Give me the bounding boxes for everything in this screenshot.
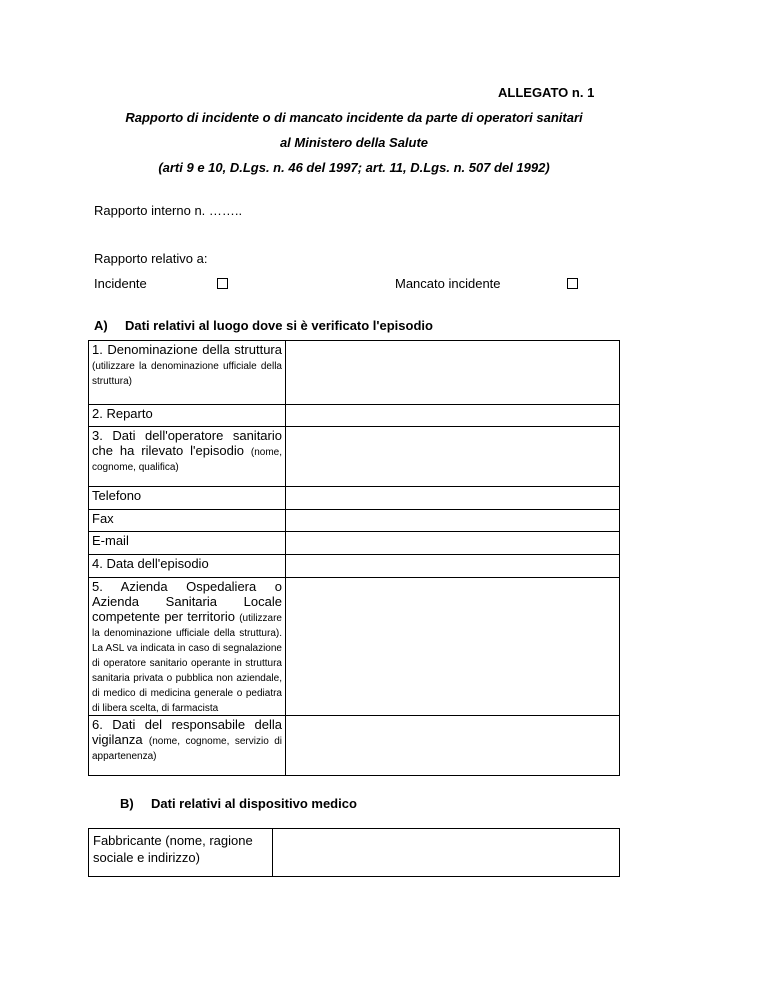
field-label-cell	[89, 829, 273, 877]
field-value-cell	[286, 405, 620, 427]
table-row	[89, 532, 620, 555]
field-label-text: 3. Dati dell'operatore sanitario che ha rilevato l'episodio	[92, 428, 282, 458]
field-value-cell	[286, 716, 620, 776]
document-title	[88, 110, 620, 185]
section-b-heading-text: Dati relativi al dispositivo medico	[151, 796, 357, 811]
field-label-text: Telefono	[92, 488, 142, 503]
field-label-note: (utilizzare la denominazione ufficiale della struttura)	[92, 361, 282, 387]
field-label-cell	[89, 555, 286, 578]
section-a-table	[88, 340, 620, 776]
field-label-note: (utilizzare la denominazione ufficiale della struttura). La ASL va indicata in caso di segnalazione di operatore sanitario operante in struttura sanitaria privata o pubblica non aziendale, di medico di medicina generale o pediatra di libera scelta, di farmacista	[92, 613, 282, 714]
field-value-cell	[286, 532, 620, 555]
incidente-checkbox[interactable]	[217, 278, 228, 289]
field-label-cell	[89, 578, 286, 716]
mancato-incidente-option-label: Mancato incidente	[395, 276, 501, 291]
field-value-cell	[286, 341, 620, 405]
field-label-text: Fax	[92, 511, 114, 526]
section-a-heading	[94, 318, 433, 333]
field-label-text: Fabbricante (nome, ragione sociale e indirizzo)	[93, 833, 253, 865]
field-label-text: 2. Reparto	[92, 406, 153, 421]
field-value-cell	[286, 578, 620, 716]
table-row	[89, 487, 620, 510]
table-row	[89, 405, 620, 427]
table-row	[89, 427, 620, 487]
field-label-cell	[89, 532, 286, 555]
field-label-cell	[89, 427, 286, 487]
table-row	[89, 578, 620, 716]
field-label-cell	[89, 716, 286, 776]
field-label-cell	[89, 510, 286, 532]
field-value-cell	[273, 829, 620, 877]
section-b-table	[88, 828, 620, 877]
field-label-note: (nome, cognome, servizio di appartenenza)	[92, 736, 282, 762]
document-title-line-2: al Ministero della Salute	[279, 135, 429, 150]
field-value-cell	[286, 427, 620, 487]
field-label-text: 6. Dati del responsabile della vigilanza	[92, 717, 282, 747]
field-label-cell	[89, 405, 286, 427]
document-title-line-1: Rapporto di incidente o di mancato incidente da parte di operatori sanitari	[125, 110, 583, 125]
table-row	[89, 341, 620, 405]
field-label-note: (nome, cognome, qualifica)	[92, 447, 282, 473]
section-b-letter: B)	[120, 796, 134, 811]
section-a-letter: A)	[94, 318, 108, 333]
field-label-cell	[89, 341, 286, 405]
internal-report-number-label: Rapporto interno n. ……..	[94, 203, 243, 218]
document-title-line-3: (arti 9 e 10, D.Lgs. n. 46 del 1997; art. 11, D.Lgs. n. 507 del 1992)	[158, 160, 550, 175]
field-label-text: E-mail	[92, 533, 129, 548]
field-value-cell	[286, 510, 620, 532]
section-a-heading-text: Dati relativi al luogo dove si è verificato l'episodio	[125, 318, 433, 333]
table-row	[89, 555, 620, 578]
field-label-text: 5. Azienda Ospedaliera o Azienda Sanitaria Locale competente per territorio	[92, 579, 282, 624]
mancato-incidente-checkbox[interactable]	[567, 278, 578, 289]
field-value-cell	[286, 487, 620, 510]
section-b-heading	[120, 796, 357, 811]
table-row	[89, 510, 620, 532]
table-row	[89, 829, 620, 877]
field-label-cell	[89, 487, 286, 510]
report-type-label: Rapporto relativo a:	[94, 251, 208, 266]
incidente-option-label: Incidente	[94, 276, 147, 291]
report-type-options	[94, 276, 620, 294]
field-value-cell	[286, 555, 620, 578]
field-label-text: 1. Denominazione della struttura	[92, 342, 282, 357]
annex-label: ALLEGATO n. 1	[498, 85, 595, 100]
field-label-text: 4. Data dell'episodio	[92, 556, 209, 571]
table-row	[89, 716, 620, 776]
